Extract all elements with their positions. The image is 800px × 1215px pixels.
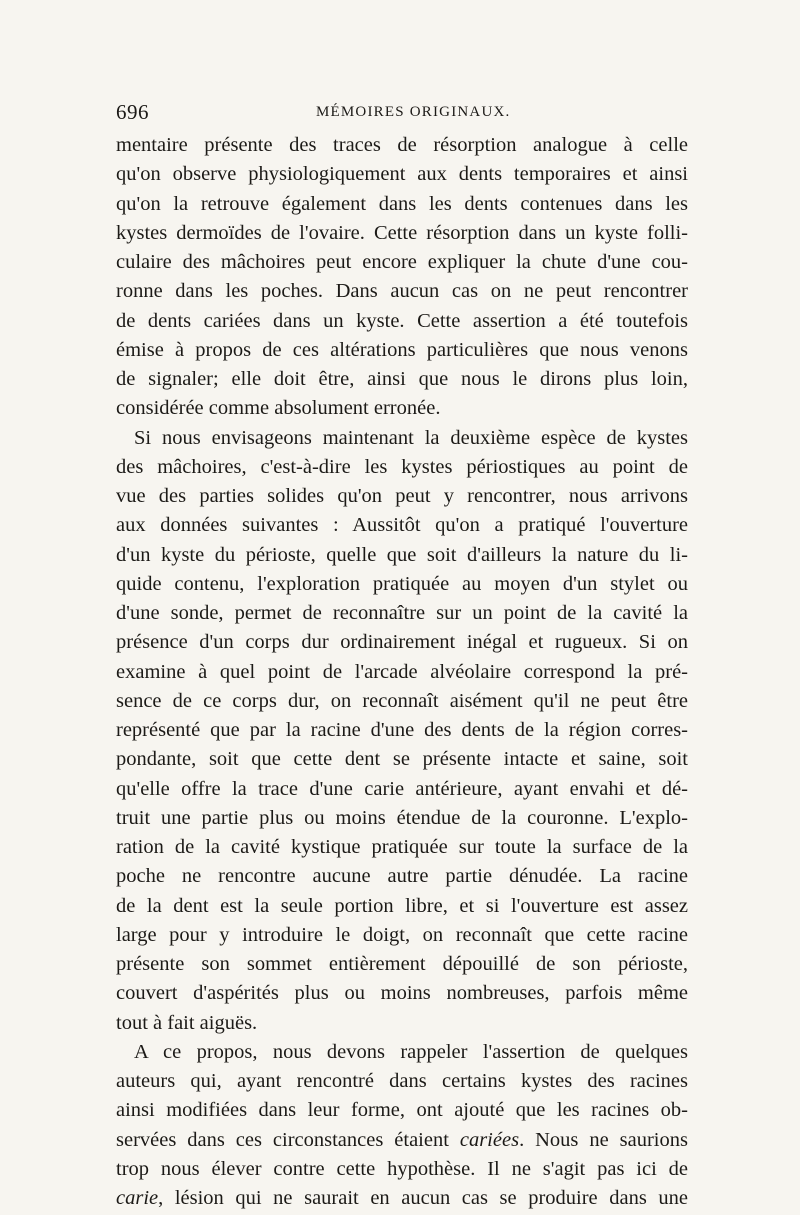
paragraph-last-line: considérée comme absolument erronée. xyxy=(116,397,441,420)
text-line: sence de ce corps dur, on reconnaît aisément qu'il ne peut être xyxy=(116,689,688,712)
text-line: large pour y introduire le doigt, on reconnaît que cette racine xyxy=(116,923,688,946)
text-line: couvert d'aspérités plus ou moins nombreuses, parfois même xyxy=(116,982,688,1005)
text-line: de signaler; elle doit être, ainsi que nous le dirons plus loin, xyxy=(116,368,688,390)
paragraph-first-line: Si nous envisageons maintenant la deuxième espèce de kystes xyxy=(134,426,688,449)
italic-term: carie xyxy=(116,1187,159,1209)
page-header xyxy=(116,100,690,128)
text-line-with-italic xyxy=(116,1126,688,1155)
italic-term: cariées xyxy=(459,1128,520,1151)
text-line: mentaire présente des traces de résorption analogue à celle xyxy=(116,134,688,156)
text-line: ration de la cavité kystique pratiquée sur toute la surface de la xyxy=(116,836,688,858)
text-segment: , lésion qui ne saurait en aucun cas se produire dans une xyxy=(158,1187,688,1209)
text-line: de la dent est la seule portion libre, et si l'ouverture est assez xyxy=(116,894,688,917)
text-line: qu'elle offre la trace d'une carie antérieure, ayant envahi et dé- xyxy=(116,777,688,800)
text-line: émise à propos de ces altérations particulières que nous venons xyxy=(116,338,688,361)
text-line: des mâchoires, c'est-à-dire les kystes périostiques au point de xyxy=(116,455,688,478)
text-line: vue des parties solides qu'on peut y rencontrer, nous arrivons xyxy=(116,485,688,507)
text-line: culaire des mâchoires peut encore expliquer la chute d'une cou- xyxy=(116,251,688,273)
text-line: examine à quel point de l'arcade alvéolaire correspond la pré- xyxy=(116,660,688,683)
text-line: qu'on la retrouve également dans les dents contenues dans les xyxy=(116,192,688,215)
text-line: d'un kyste du périoste, quelle que soit d'ailleurs la nature du li- xyxy=(116,543,688,566)
text-line: qu'on observe physiologiquement aux dents temporaires et ainsi xyxy=(116,163,688,186)
text-line: d'une sonde, permet de reconnaître sur un point de la cavité la xyxy=(116,602,688,624)
running-head: MÉMOIRES ORIGINAUX. xyxy=(316,104,511,120)
text-segment: servées dans ces circonstances étaient xyxy=(116,1128,460,1151)
text-line: présente son sommet entièrement dépouillé de son périoste, xyxy=(116,953,688,975)
text-line: ainsi modifiées dans leur forme, ont ajouté que les racines ob- xyxy=(116,1099,688,1122)
text-line: poche ne rencontre aucune autre partie dénudée. La racine xyxy=(116,865,688,888)
text-line: pondante, soit que cette dent se présente intacte et saine, soit xyxy=(116,748,688,771)
text-line: ronne dans les poches. Dans aucun cas on ne peut rencontrer xyxy=(116,280,688,303)
text-line: quide contenu, l'exploration pratiquée au moyen d'un stylet ou xyxy=(116,572,688,595)
paragraph-last-line: tout à fait aiguës. xyxy=(116,1011,258,1034)
text-line: trop nous élever contre cette hypothèse. Il ne s'agit pas ici de xyxy=(116,1157,688,1180)
text-line: présence d'un corps dur ordinairement inégal et rugueux. Si on xyxy=(116,631,688,654)
text-line: auteurs qui, ayant rencontré dans certains kystes des racines xyxy=(116,1070,688,1092)
paragraph-first-line: A ce propos, nous devons rappeler l'assertion de quelques xyxy=(134,1040,688,1063)
text-segment: . Nous ne saurions xyxy=(519,1128,688,1151)
text-line: aux données suivantes : Aussitôt qu'on a pratiqué l'ouverture xyxy=(116,514,688,537)
body-text xyxy=(116,131,688,1213)
text-line: kystes dermoïdes de l'ovaire. Cette résorption dans un kyste folli- xyxy=(116,221,688,244)
text-line: représenté que par la racine d'une des dents de la région corres- xyxy=(116,719,688,741)
text-line: truit une partie plus ou moins étendue de la couronne. L'explo- xyxy=(116,806,688,829)
text-line-with-italic xyxy=(116,1184,688,1213)
text-line: de dents cariées dans un kyste. Cette assertion a été toutefois xyxy=(116,309,688,332)
page-number: 696 xyxy=(116,100,149,124)
